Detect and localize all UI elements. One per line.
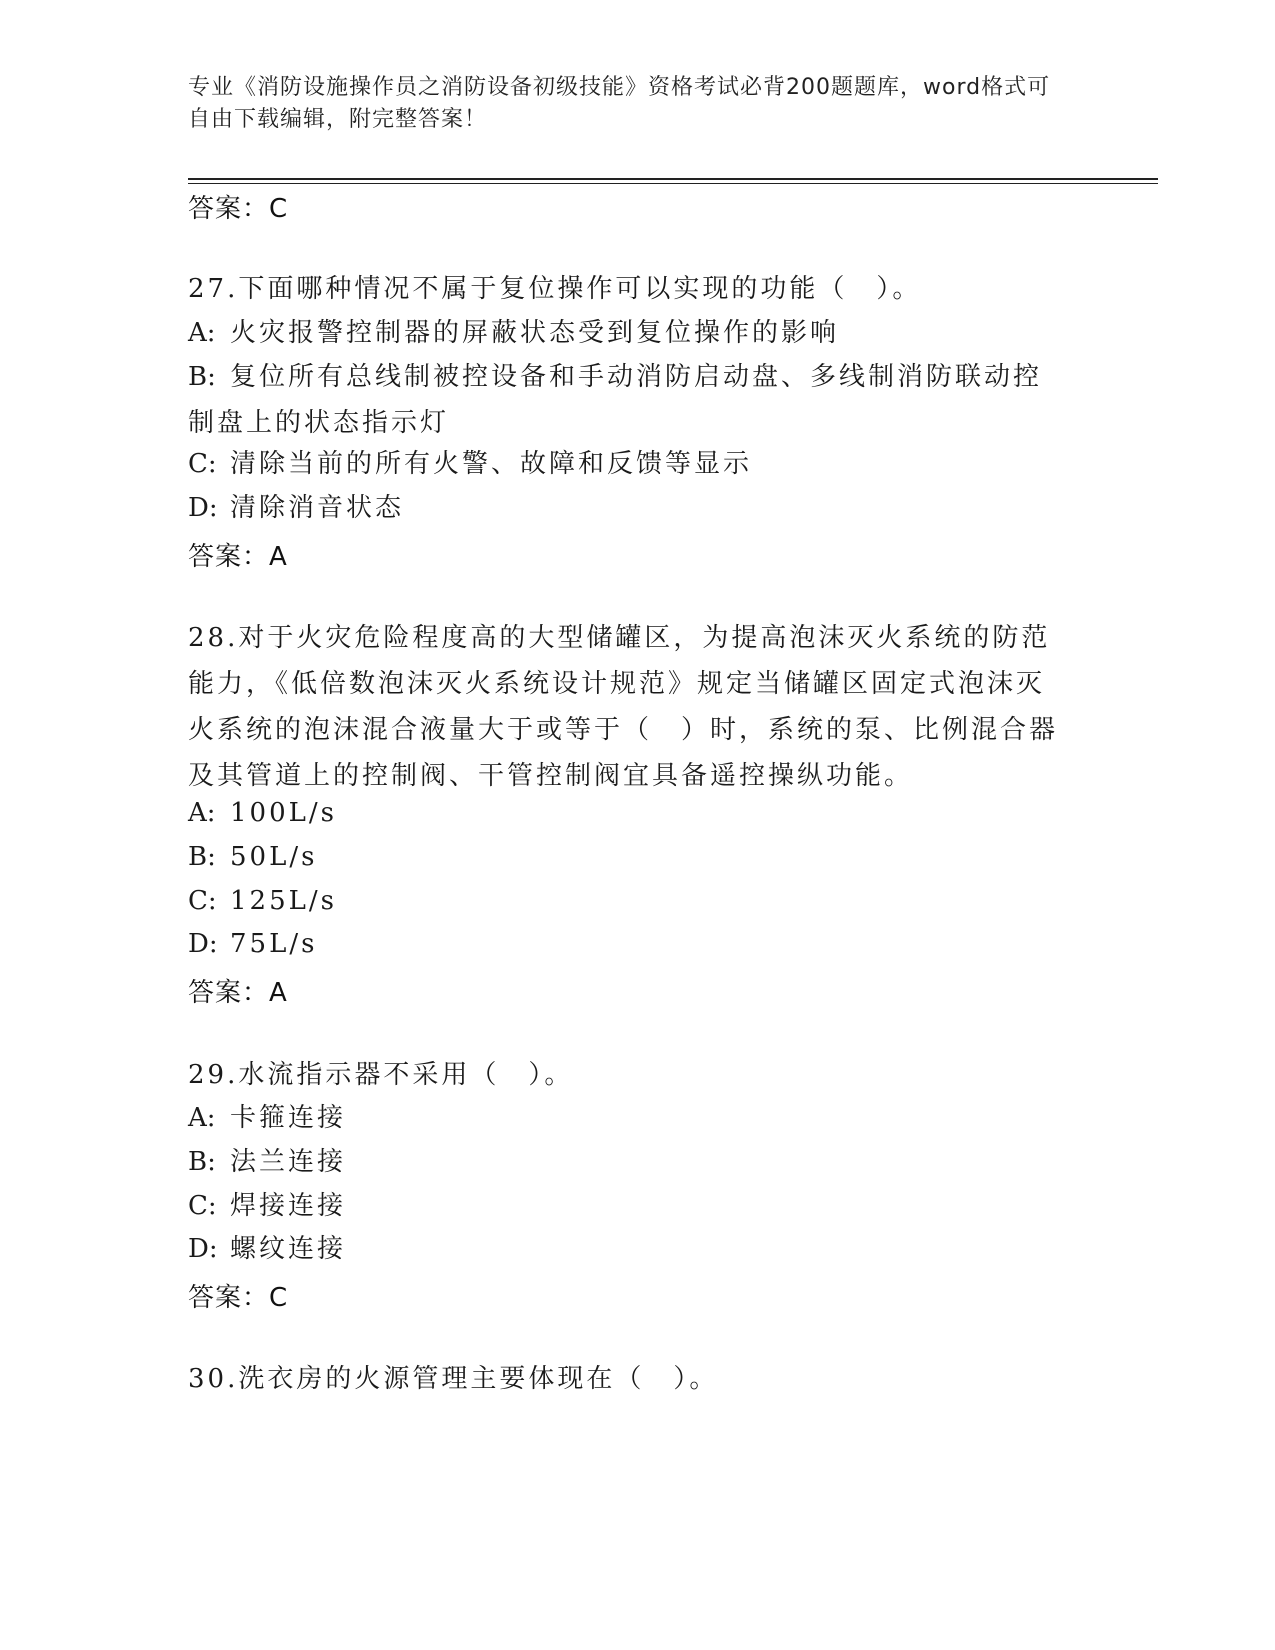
question-29-stem: 29.水流指示器不采用（ ）。: [188, 1060, 574, 1090]
option-text: 75L/s: [230, 929, 318, 959]
option-label: D:: [188, 1234, 218, 1264]
document-header: 专业《消防设施操作员之消防设备初级技能》资格考试必背200题题库，word格式可自由下载编辑，附完整答案！: [188, 75, 1051, 132]
option-text: 法兰连接: [230, 1147, 347, 1177]
option-label: C:: [188, 886, 217, 916]
option-text: 螺纹连接: [230, 1234, 347, 1264]
option-text: 清除消音状态: [230, 493, 405, 523]
header-rule-thin: [188, 183, 1158, 184]
question-27-answer: 答案：A: [188, 542, 288, 572]
option-text: 50L/s: [230, 842, 318, 872]
question-27-option-a: [188, 310, 1088, 356]
option-label: A:: [188, 798, 216, 828]
question-29-option-a: [188, 1095, 1088, 1141]
option-text: 100L/s: [230, 798, 337, 828]
option-text: 125L/s: [230, 886, 337, 916]
question-27-option-c: [188, 441, 1088, 487]
question-29-answer: 答案：C: [188, 1283, 289, 1313]
question-28-option-d: [188, 921, 1088, 967]
option-label: B:: [188, 842, 216, 872]
option-text: 清除当前的所有火警、故障和反馈等显示: [230, 449, 753, 479]
question-28-option-b: [188, 834, 1088, 880]
option-text: 卡箍连接: [230, 1103, 347, 1133]
question-29-option-d: [188, 1226, 1088, 1272]
option-label: C:: [188, 1191, 217, 1221]
question-28-option-c: [188, 878, 1088, 924]
option-text: 复位所有总线制被控设备和手动消防启动盘、多线制消防联动控制盘上的状态指示灯: [188, 362, 1043, 438]
question-27-stem: 27.下面哪种情况不属于复位操作可以实现的功能（ ）。: [188, 274, 922, 304]
option-label: A:: [188, 318, 216, 348]
option-label: B:: [188, 1147, 216, 1177]
option-text: 焊接连接: [230, 1191, 347, 1221]
answer-prev: 答案：C: [188, 194, 289, 224]
option-label: D:: [188, 929, 218, 959]
question-27-option-d: [188, 485, 1088, 531]
question-29-option-b: [188, 1139, 1088, 1185]
header-rule: [188, 178, 1158, 180]
option-label: A:: [188, 1103, 216, 1133]
question-27-option-b: [188, 354, 1068, 446]
question-30-stem: 30.洗衣房的火源管理主要体现在（ ）。: [188, 1364, 719, 1394]
question-29-option-c: [188, 1183, 1088, 1229]
question-28-stem: 28.对于火灾危险程度高的大型储罐区，为提高泡沫灭火系统的防范能力，《低倍数泡沫灭火系统设计规范》规定当储罐区固定式泡沫灭火系统的泡沫混合液量大于或等于（ ）时，系统的泵、比例混合器及其管道上的控制阀、干管控制阀宜具备遥控操纵功能。: [188, 623, 1059, 791]
option-label: D:: [188, 493, 218, 523]
option-text: 火灾报警控制器的屏蔽状态受到复位操作的影响: [230, 318, 840, 348]
option-label: C:: [188, 449, 217, 479]
option-label: B:: [188, 362, 216, 392]
question-28-answer: 答案：A: [188, 978, 288, 1008]
question-28-option-a: [188, 790, 1088, 836]
